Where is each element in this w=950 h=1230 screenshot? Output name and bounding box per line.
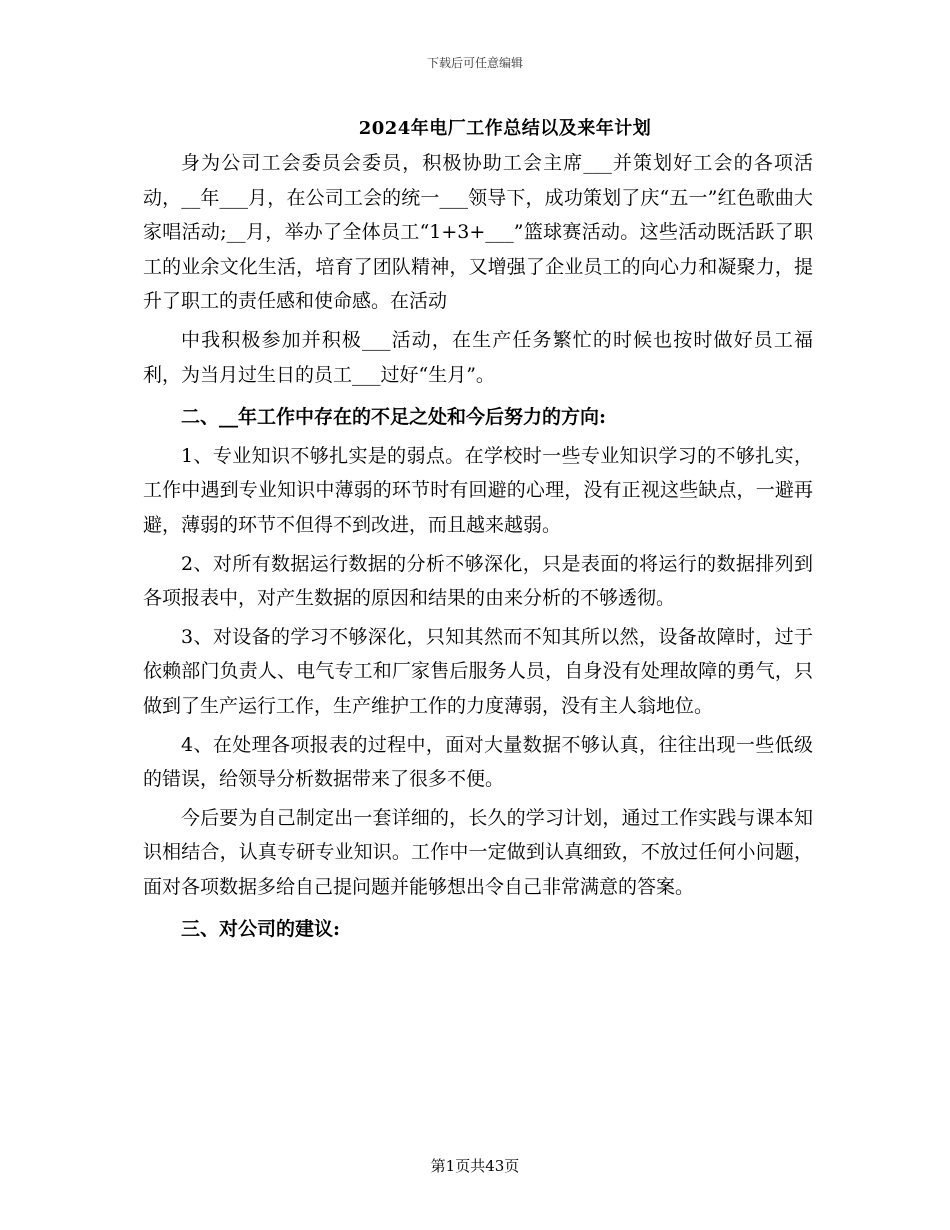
section-heading-shortcomings: 二、__年工作中存在的不足之处和今后努力的方向: xyxy=(181,406,607,429)
paragraph-point-3: 3、对设备的学习不够深化，只知其然而不知其所以然，设备故障时，过于依赖部门负责人、电气专工和厂家售后服务人员，自身没有处理故障的勇气，只做到了生产运行工作，生产维护工作的力度薄弱，没有主人翁地位。 xyxy=(143,625,813,717)
document-title: 2024年电厂工作总结以及来年计划 xyxy=(358,118,652,139)
page-footer: 第1页共43页 xyxy=(430,1157,520,1175)
paragraph-employee-welfare: 中我积极参加并积极___活动，在生产任务繁忙的时候也按时做好员工福利，为当月过生日的员工___过好“生月”。 xyxy=(143,328,813,386)
document-body xyxy=(143,146,813,947)
paragraph-point-2: 2、对所有数据运行数据的分析不够深化，只是表面的将运行的数据排列到各项报表中，对产生数据的原因和结果的由来分析的不够透彻。 xyxy=(143,552,813,610)
page-header: 下载后可任意编辑 xyxy=(426,56,523,70)
section-heading-suggestions: 三、对公司的建议: xyxy=(181,918,341,941)
paragraph-point-4: 4、在处理各项报表的过程中，面对大量数据不够认真，往往出现一些低级的错误，给领导分析数据带来了很多不便。 xyxy=(143,733,813,791)
paragraph-point-1: 1、专业知识不够扎实是的弱点。在学校时一些专业知识学习的不够扎实，工作中遇到专业知识中薄弱的环节时有回避的心理，没有正视这些缺点，一避再避，薄弱的环节不但得不到改进，而且越来越弱。 xyxy=(143,444,813,536)
paragraph-future-plan: 今后要为自己制定出一套详细的，长久的学习计划，通过工作实践与课本知识相结合，认真专研专业知识。工作中一定做到认真细致，不放过任何小问题，面对各项数据多给自己提问题并能够想出令自己非常满意的答案。 xyxy=(143,806,813,898)
paragraph-union-activities: 身为公司工会委员会委员，积极协助工会主席___并策划好工会的各项活动，__年___月，在公司工会的统一___领导下，成功策划了庆“五一”红色歌曲大家唱活动;__月，举办了全体员工“1+3+___”篮球赛活动。这些活动既活跃了职工的业余文化生活，培育了团队精神，又增强了企业员工的向心力和凝聚力，提升了职工的责任感和使命感。在活动 xyxy=(143,152,813,313)
